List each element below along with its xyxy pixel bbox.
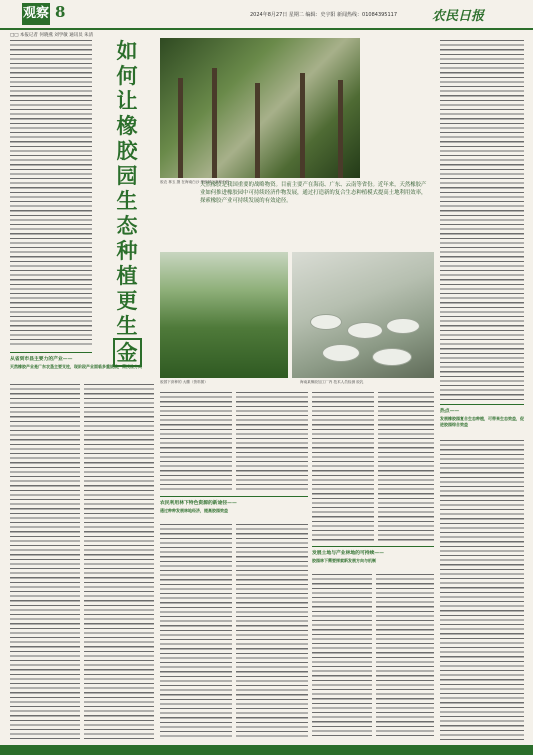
subhead-left-1: 从省到市县主要力的产业—— bbox=[10, 356, 73, 362]
masthead: 农民日报 bbox=[432, 9, 485, 24]
body-column-far-right bbox=[440, 440, 524, 740]
byline: □□ 本报记者 何晓燕 刘学敏 通讯员 朱清 bbox=[10, 33, 94, 38]
body-column-mid-d bbox=[236, 524, 308, 739]
divider bbox=[440, 404, 524, 405]
body-column-mid-b bbox=[236, 392, 308, 492]
subhead-right-1: 发展土地与产业林地的可持续—— bbox=[312, 550, 384, 556]
page-number: 8 bbox=[55, 3, 66, 21]
photo-rubber-plantation bbox=[160, 38, 360, 178]
body-column-mid-a bbox=[160, 392, 232, 492]
body-column-left-b bbox=[84, 384, 154, 739]
body-column-rmid-d bbox=[376, 574, 434, 739]
headline-char: 生 bbox=[116, 313, 138, 338]
headline-char: 更 bbox=[116, 288, 138, 313]
deck-far-right: 发展橡胶园复合生态种植，可带来生态效益，促进胶园综合效益 bbox=[440, 416, 524, 427]
headline-char: 让 bbox=[116, 88, 138, 113]
body-column-rmid-b bbox=[378, 392, 434, 542]
headline-char: 如 bbox=[116, 38, 138, 63]
headline bbox=[96, 38, 158, 393]
headline-char: 何 bbox=[116, 63, 138, 88]
headline-char: 胶 bbox=[116, 138, 138, 163]
body-column-rmid-a bbox=[312, 392, 374, 542]
subhead-mid-1: 农民利用林下特色资源的新途径—— bbox=[160, 500, 237, 506]
divider bbox=[312, 546, 434, 547]
headline-char: 植 bbox=[116, 263, 138, 288]
footer-bar bbox=[0, 745, 533, 755]
divider bbox=[10, 352, 92, 353]
headline-char: 橡 bbox=[116, 113, 138, 138]
body-column-left-top bbox=[10, 40, 92, 348]
deck-mid-1: 通过种种发展林地经济，提高胶园效益 bbox=[160, 508, 228, 513]
header-info: 2024年8月27日 星期二 编辑：史宇阳 新闻热线：01084395117 bbox=[250, 12, 398, 18]
subhead-far-right: 热点—— bbox=[440, 408, 460, 414]
headline-char: 态 bbox=[116, 213, 138, 238]
headline-char: 种 bbox=[116, 238, 138, 263]
photo-latex-lab bbox=[292, 252, 434, 378]
deck-left-1: 天然橡胶产业是广东农垦主要支柱，现阶段产业面临多重挑战，需找准方向 bbox=[10, 364, 142, 369]
photo2-caption: 胶园下套种的 大棚（资料图） bbox=[160, 380, 208, 384]
page-header bbox=[0, 0, 533, 30]
divider bbox=[160, 496, 308, 497]
body-column-mid-c bbox=[160, 524, 232, 739]
photo3-caption: 海南某橡胶加工厂内 技术人员检测 胶乳 bbox=[300, 380, 364, 384]
body-column-rmid-c bbox=[312, 574, 372, 739]
section-badge: 观察 bbox=[22, 3, 50, 25]
photo1-caption: 胶农 林玉 摄 在海南白沙 橡胶林下套种中药 bbox=[160, 180, 230, 184]
body-column-left-a bbox=[10, 384, 80, 739]
lede-paragraph: 天然橡胶是我国重要的战略物资。目前主要产在海南、广东、云南等省份。近年来，天然橡胶产业如何推进橡胶园中可持续经济作物发展，通过打造新的复合生态种植模式提高土地利用效率，探索橡胶产业可持续发展的有效途径。 bbox=[200, 182, 427, 204]
headline-char: 生 bbox=[116, 188, 138, 213]
headline-char: 园 bbox=[116, 163, 138, 188]
photo-seedling-field bbox=[160, 252, 288, 378]
body-column-right-top bbox=[440, 40, 524, 400]
headline-highlight-char: 金 bbox=[113, 338, 142, 367]
deck-right-1: 胶园林下需要探索新发展方向与机制 bbox=[312, 558, 376, 563]
